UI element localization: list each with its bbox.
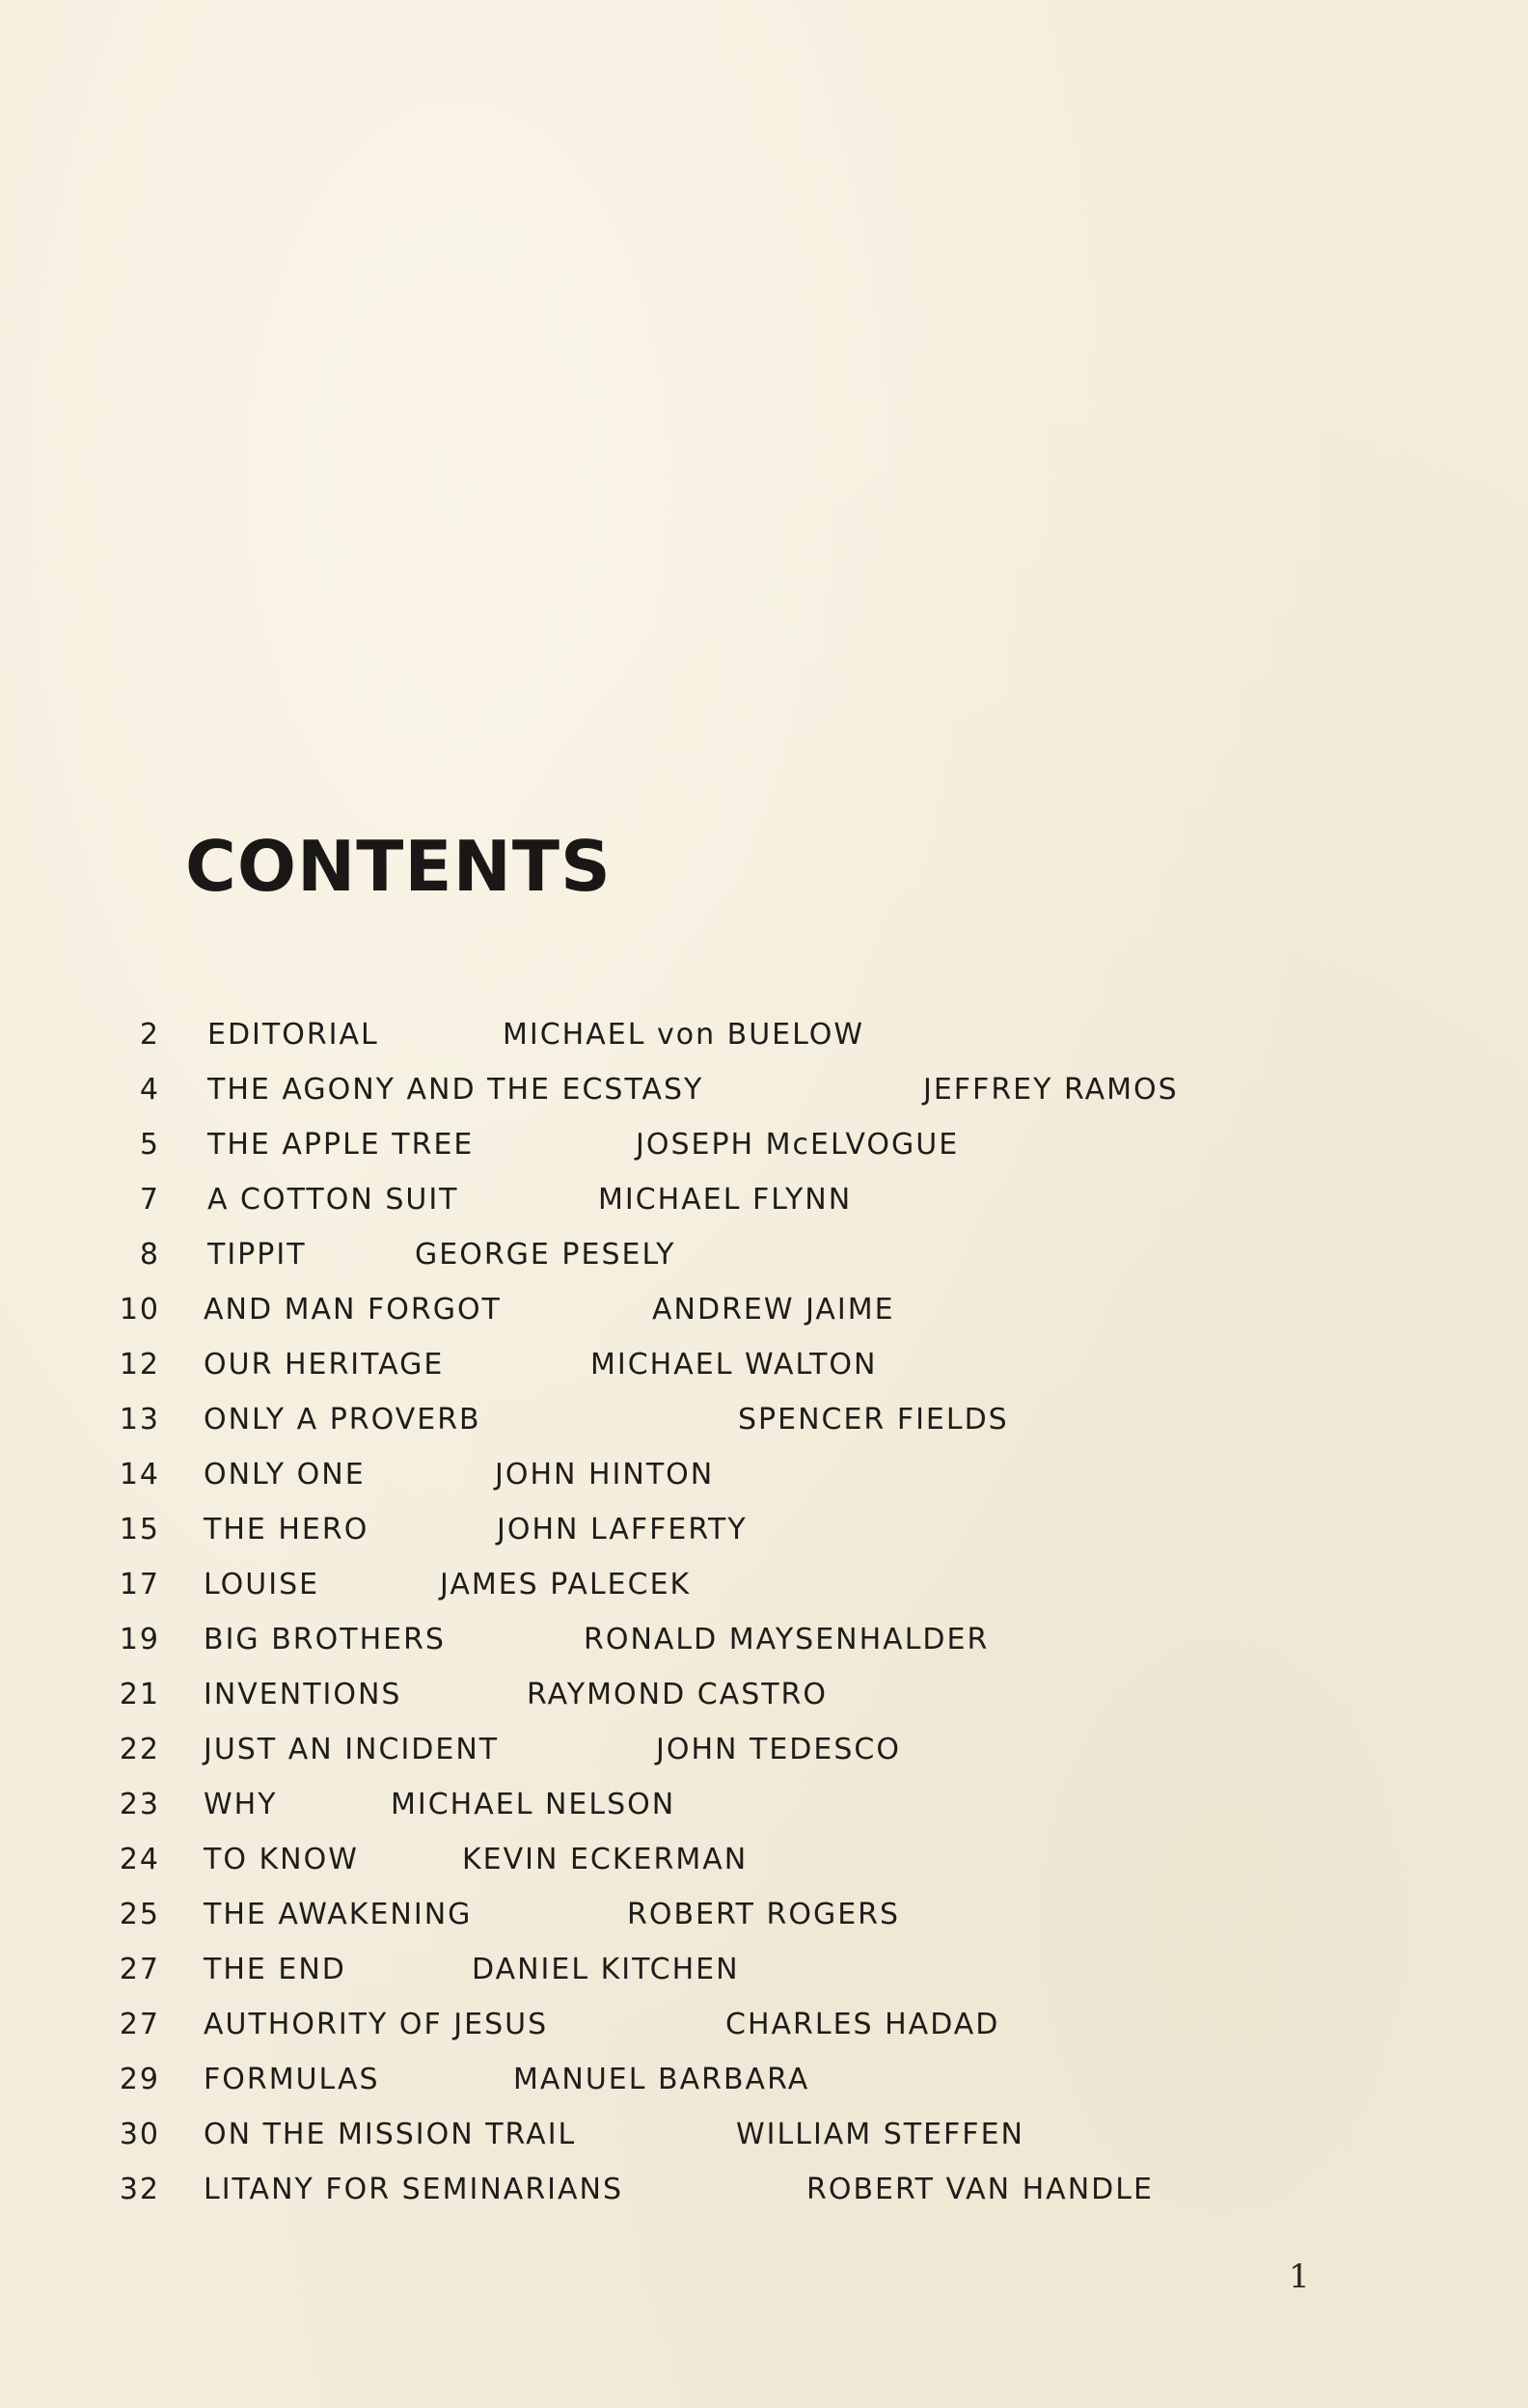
entry-author: MICHAEL NELSON xyxy=(391,1788,676,1821)
toc-entry xyxy=(0,2113,1528,2157)
entry-author: WILLIAM STEFFEN xyxy=(736,2118,1024,2151)
entry-author: RAYMOND CASTRO xyxy=(527,1678,829,1711)
entry-page-number: 2 xyxy=(139,1018,160,1052)
entry-title: ONLY ONE xyxy=(204,1458,366,1491)
entry-page-number: 23 xyxy=(119,1788,160,1821)
entry-title: THE APPLE TREE xyxy=(207,1128,475,1162)
entry-title: OUR HERITAGE xyxy=(204,1348,445,1382)
entry-page-number: 32 xyxy=(119,2173,160,2206)
entry-page-number: 17 xyxy=(119,1568,160,1601)
entry-author: ROBERT VAN HANDLE xyxy=(806,2173,1154,2206)
entry-title: WHY xyxy=(204,1788,278,1821)
toc-entry xyxy=(0,1288,1528,1332)
entry-author: RONALD MAYSENHALDER xyxy=(584,1623,990,1656)
entry-page-number: 29 xyxy=(119,2063,160,2096)
entry-author: JOHN HINTON xyxy=(495,1458,715,1491)
toc-entry xyxy=(0,1728,1528,1772)
entry-page-number: 27 xyxy=(119,2008,160,2041)
entry-author: MICHAEL WALTON xyxy=(590,1348,878,1382)
toc-entry xyxy=(0,1673,1528,1717)
toc-entry xyxy=(0,1398,1528,1442)
toc-entry xyxy=(0,1838,1528,1882)
toc-entry xyxy=(0,1123,1528,1167)
entry-author: DANIEL KITCHEN xyxy=(472,1953,740,1986)
toc-entry xyxy=(0,1563,1528,1607)
entry-page-number: 25 xyxy=(119,1898,160,1931)
entry-title: TO KNOW xyxy=(204,1843,359,1876)
toc-entry xyxy=(0,2003,1528,2047)
entry-page-number: 10 xyxy=(119,1293,160,1327)
entry-page-number: 24 xyxy=(119,1843,160,1876)
entry-title: THE AWAKENING xyxy=(204,1898,473,1931)
entry-author: MANUEL BARBARA xyxy=(513,2063,810,2096)
folio-page-number: 1 xyxy=(1289,2258,1310,2296)
entry-page-number: 27 xyxy=(119,1953,160,1986)
entry-title: LOUISE xyxy=(204,1568,320,1601)
entry-title: LITANY FOR SEMINARIANS xyxy=(204,2173,624,2206)
entry-title: JUST AN INCIDENT xyxy=(204,1733,500,1766)
entry-page-number: 5 xyxy=(139,1128,160,1162)
toc-entry xyxy=(0,1948,1528,1992)
entry-title: THE AGONY AND THE ECSTASY xyxy=(207,1073,704,1107)
toc-entry xyxy=(0,1233,1528,1277)
entry-author: KEVIN ECKERMAN xyxy=(462,1843,749,1876)
entry-author: JOSEPH McELVOGUE xyxy=(636,1128,960,1162)
entry-author: SPENCER FIELDS xyxy=(738,1403,1009,1437)
entry-page-number: 8 xyxy=(139,1238,160,1272)
entry-author: MICHAEL FLYNN xyxy=(598,1183,853,1217)
entry-author: MICHAEL von BUELOW xyxy=(503,1018,865,1052)
toc-entry xyxy=(0,1618,1528,1662)
entry-title: THE END xyxy=(204,1953,346,1986)
entry-author: JAMES PALECEK xyxy=(440,1568,692,1601)
entry-page-number: 15 xyxy=(119,1513,160,1546)
entry-title: BIG BROTHERS xyxy=(204,1623,446,1656)
entry-page-number: 19 xyxy=(119,1623,160,1656)
toc-entry xyxy=(0,2058,1528,2102)
entry-page-number: 12 xyxy=(119,1348,160,1382)
entry-author: ANDREW JAIME xyxy=(652,1293,895,1327)
toc-entry xyxy=(0,1178,1528,1222)
toc-entry xyxy=(0,1783,1528,1827)
entry-page-number: 30 xyxy=(119,2118,160,2151)
entry-page-number: 13 xyxy=(119,1403,160,1437)
toc-entry xyxy=(0,1343,1528,1387)
entry-title: INVENTIONS xyxy=(204,1678,402,1711)
entry-author: ROBERT ROGERS xyxy=(627,1898,901,1931)
entry-title: AUTHORITY OF JESUS xyxy=(204,2008,549,2041)
toc-entry xyxy=(0,1068,1528,1112)
entry-title: EDITORIAL xyxy=(207,1018,379,1052)
toc-entry xyxy=(0,1453,1528,1497)
entry-page-number: 22 xyxy=(119,1733,160,1766)
toc-entry xyxy=(0,1893,1528,1937)
entry-author: CHARLES HADAD xyxy=(725,2008,1000,2041)
entry-author: JOHN TEDESCO xyxy=(656,1733,901,1766)
entry-title: A COTTON SUIT xyxy=(207,1183,459,1217)
entry-author: JEFFREY RAMOS xyxy=(923,1073,1179,1107)
entry-title: AND MAN FORGOT xyxy=(204,1293,502,1327)
toc-entry xyxy=(0,1013,1528,1057)
entry-title: FORMULAS xyxy=(204,2063,380,2096)
entry-page-number: 7 xyxy=(139,1183,160,1217)
entry-page-number: 21 xyxy=(119,1678,160,1711)
entry-title: ONLY A PROVERB xyxy=(204,1403,481,1437)
toc-entry xyxy=(0,2168,1528,2212)
entry-title: THE HERO xyxy=(204,1513,369,1546)
contents-heading: CONTENTS xyxy=(185,826,612,907)
entry-title: TIPPIT xyxy=(207,1238,307,1272)
entry-page-number: 4 xyxy=(139,1073,160,1107)
entry-author: GEORGE PESELY xyxy=(415,1238,676,1272)
entry-title: ON THE MISSION TRAIL xyxy=(204,2118,577,2151)
toc-entry xyxy=(0,1508,1528,1552)
entry-page-number: 14 xyxy=(119,1458,160,1491)
entry-author: JOHN LAFFERTY xyxy=(497,1513,748,1546)
